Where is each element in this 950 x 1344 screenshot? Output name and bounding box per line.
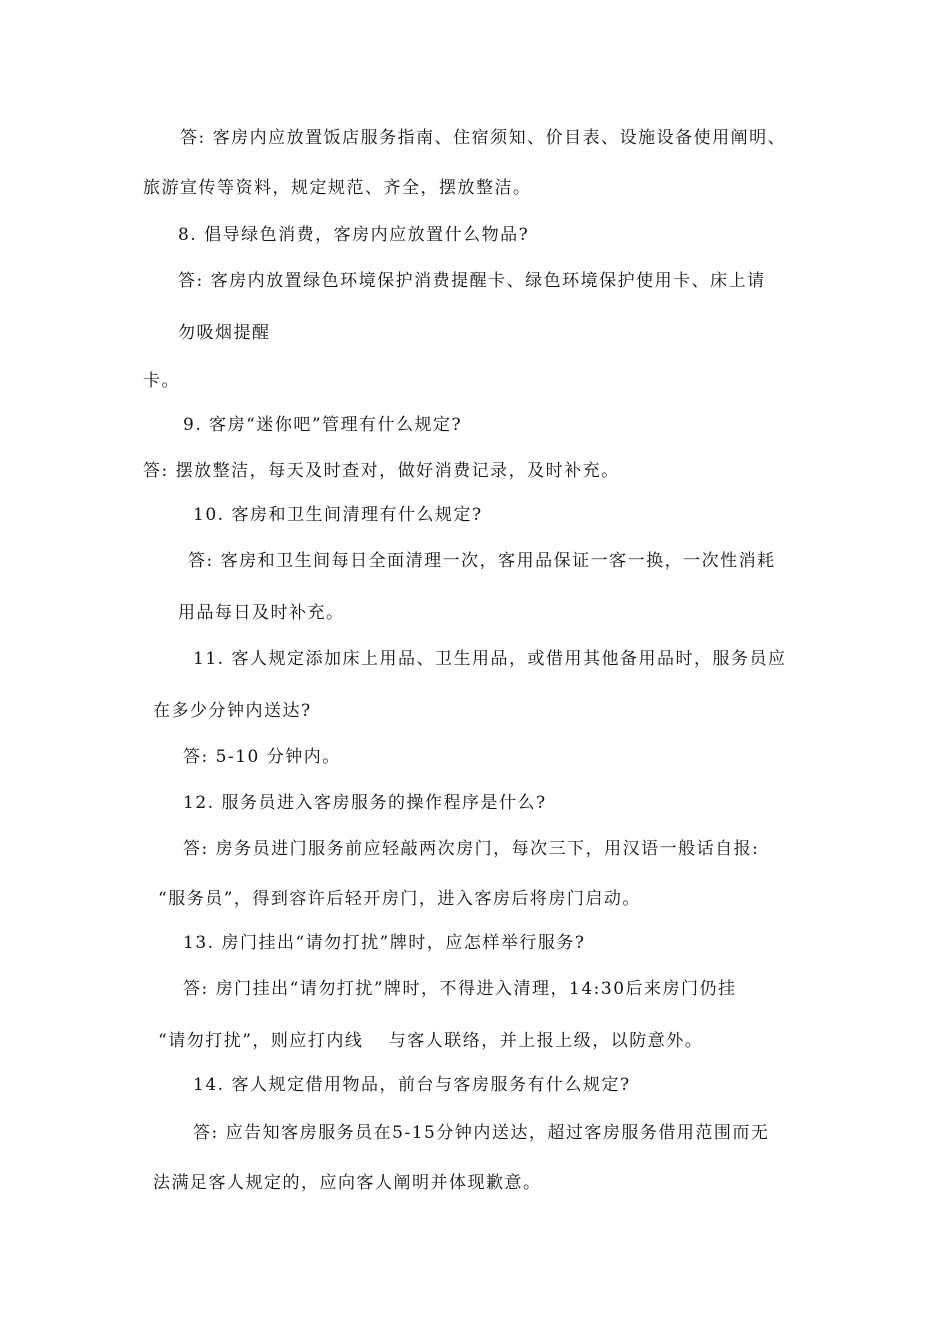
answer-8-line-1: 答: 客房内放置绿色环境保护消费提醒卡、绿色环境保护使用卡、床上请 [178, 271, 766, 291]
question-11-line-1: 11. 客人规定添加床上用品、卫生用品，或借用其他备用品时，服务员应 [193, 649, 787, 669]
answer-7-line-1: 答: 客房内应放置饭店服务指南、住宿须知、价目表、设施设备使用阐明、 [180, 128, 787, 148]
question-11-line-2: 在多少分钟内送达? [153, 701, 312, 721]
answer-13-line-2: “请勿打扰”，则应打内线 与客人联络，并上报上级，以防意外。 [158, 1031, 704, 1051]
answer-9: 答: 摆放整洁，每天及时查对，做好消费记录，及时补充。 [143, 461, 620, 481]
answer-10-line-2: 用品每日及时补充。 [178, 603, 345, 623]
question-9: 9. 客房“迷你吧”管理有什么规定? [183, 415, 463, 435]
answer-12-line-2: “服务员”，得到容许后轻开房门，进入客房后将房门启动。 [158, 889, 641, 909]
answer-11: 答: 5-10 分钟内。 [183, 747, 341, 767]
answer-8-line-3: 卡。 [143, 371, 180, 391]
answer-12-line-1: 答: 房务员进门服务前应轻敲两次房门，每次三下，用汉语一般话自报: [183, 839, 760, 859]
question-8: 8. 倡导绿色消费，客房内应放置什么物品? [178, 225, 530, 245]
answer-10-line-1: 答: 客房和卫生间每日全面清理一次，客用品保证一客一换，一次性消耗 [188, 551, 776, 571]
answer-8-line-2: 勿吸烟提醒 [178, 323, 271, 343]
question-13: 13. 房门挂出“请勿打扰”牌时，应怎样举行服务? [183, 933, 586, 953]
answer-14-line-2: 法满足客人规定的，应向客人阐明并体现歉意。 [153, 1173, 542, 1193]
answer-14-line-1: 答: 应告知客房服务员在5-15分钟内送达，超过客房服务借用范围而无 [193, 1123, 770, 1143]
question-14: 14. 客人规定借用物品，前台与客房服务有什么规定? [193, 1075, 631, 1095]
question-12: 12. 服务员进入客房服务的操作程序是什么? [183, 793, 547, 813]
answer-7-line-2: 旅游宣传等资料，规定规范、齐全，摆放整洁。 [143, 178, 532, 198]
question-10: 10. 客房和卫生间清理有什么规定? [193, 505, 483, 525]
answer-13-line-1: 答: 房门挂出“请勿打扰”牌时，不得进入清理，14:30后来房门仍挂 [183, 979, 737, 999]
